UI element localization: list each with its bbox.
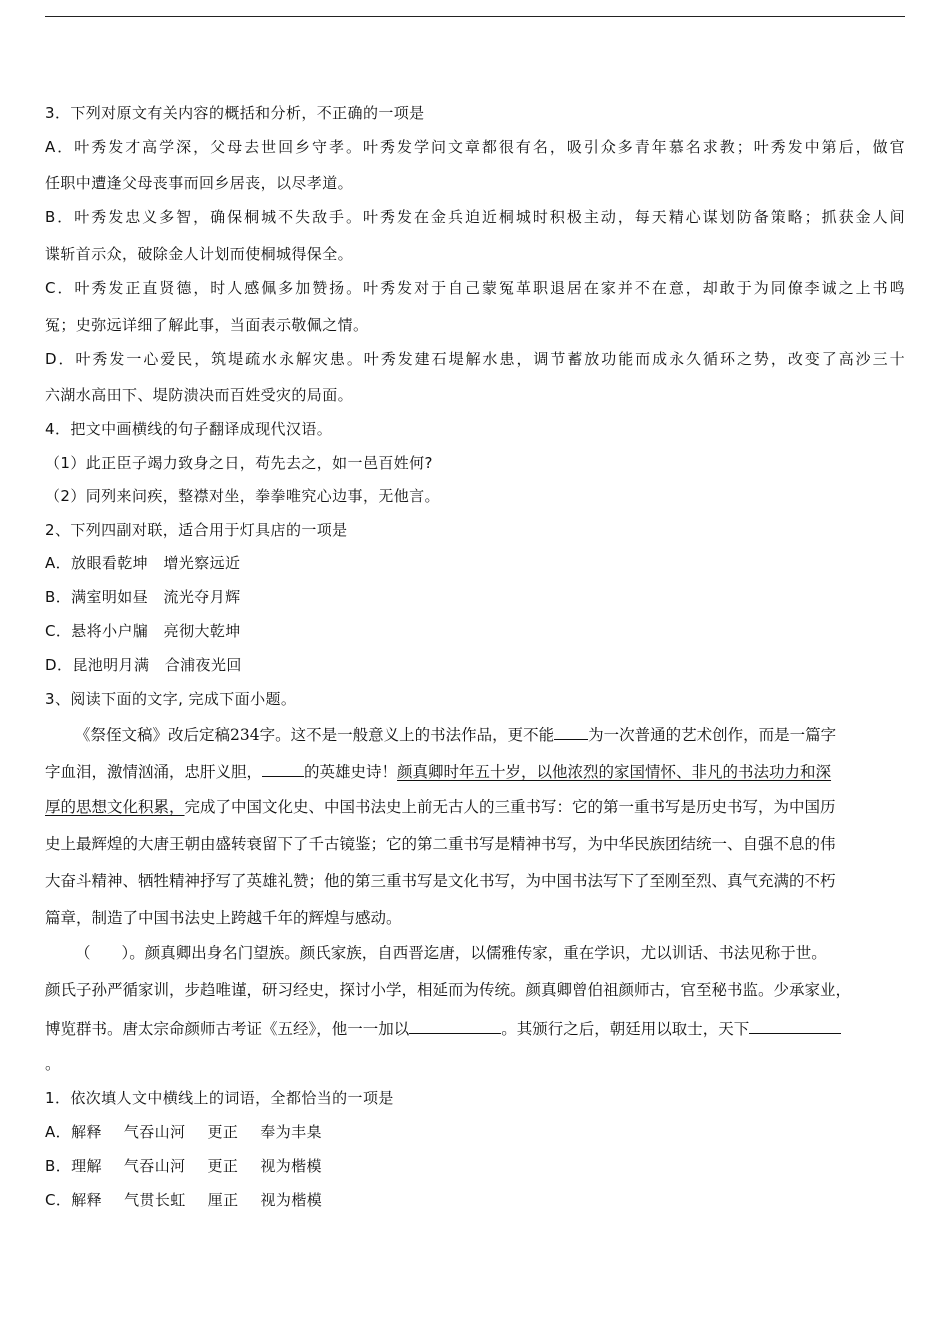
- q3-option-a-line1: A．叶秀发才高学深，父母去世回乡守孝。叶秀发学问文章都很有名，吸引众多青年慕名求教；叶秀发中第后，做官: [45, 138, 905, 156]
- passage-line-9: 博览群书。唐太宗命颜师古考证《五经》，他一一加以 。其颁行之后，朝廷用以取士，天下: [45, 1017, 905, 1039]
- passage-line-10: 。: [45, 1055, 61, 1073]
- p3-stem: 3、阅读下面的文字, 完成下面小题。: [45, 690, 297, 708]
- sub1-option-b: B．理解 气吞山河 更正 视为楷模: [45, 1157, 322, 1175]
- q3-option-a-line2: 任职中遭逢父母丧事而回乡居丧，以尽孝道。: [45, 174, 354, 192]
- sub1-option-c: C．解释 气贯长虹 厘正 视为楷模: [45, 1191, 323, 1209]
- q3-option-b-line2: 谍斩首示众，破除金人计划而使桐城得保全。: [45, 245, 354, 263]
- q3-option-d-line2: 六湖水高田下、堤防溃决而百姓受灾的局面。: [45, 386, 354, 404]
- p2-stem: 2、下列四副对联，适合用于灯具店的一项是: [45, 521, 348, 539]
- q3-option-c-line2: 冤；史弥远详细了解此事，当面表示敬佩之情。: [45, 316, 369, 334]
- passage-line-1: 《祭侄文稿》改后定稿234字。这不是一般意义上的书法作品，更不能 为一次普通的艺术创作，而是一篇字: [45, 723, 905, 745]
- passage-line-2: 字血泪，激情汹涌，忠肝义胆， 的英雄史诗！颜真卿时年五十岁，以他浓烈的家国情怀、非凡的书法功力和深: [45, 760, 905, 782]
- passage-line-6: 篇章，制造了中国书法史上跨越千年的辉煌与感动。: [45, 909, 402, 927]
- passage-line-8: 颜氏子孙严循家训，步趋唯谨，研习经史，探讨小学，相延而为传统。颜真卿曾伯祖颜师古，官至秘书监。少承家业，: [45, 981, 852, 999]
- q4-sentence-2: （2）同列来问疾，整襟对坐，拳拳唯究心边事，无他言。: [45, 487, 440, 505]
- fill-blank-4: [749, 1017, 841, 1034]
- q3-stem: 3．下列对原文有关内容的概括和分析，不正确的一项是: [45, 104, 425, 122]
- passage-line-7: （ ）。颜真卿出身名门望族。颜氏家族，自西晋迄唐，以儒雅传家，重在学识，尤以训话、书法见称于世。: [75, 944, 827, 962]
- q4-stem: 4．把文中画横线的句子翻译成现代汉语。: [45, 420, 333, 438]
- passage-line-3: 厚的思想文化积累，完成了中国文化史、中国书法史上前无古人的三重书写：它的第一重书写是历史书写，为中国历: [45, 798, 836, 816]
- fill-blank-1: [554, 723, 588, 740]
- fill-blank-2: [262, 760, 304, 777]
- underlined-sentence-cont: 厚的思想文化积累，: [45, 798, 185, 816]
- p2-option-c: C．悬将小户牖 亮彻大乾坤: [45, 622, 241, 640]
- q3-option-c-line1: C．叶秀发正直贤德，时人感佩多加赞扬。叶秀发对于自己蒙冤革职退居在家并不在意，却敢于为同僚李诚之上书鸣: [45, 279, 905, 297]
- passage-line-4: 史上最辉煌的大唐王朝由盛转衰留下了千古镜鉴；它的第二重书写是精神书写，为中华民族团结统一、自强不息的伟: [45, 835, 836, 853]
- fill-blank-3: [409, 1017, 501, 1034]
- sub1-stem: 1．依次填人文中横线上的词语，全都恰当的一项是: [45, 1089, 394, 1107]
- q4-sentence-1: （1）此正臣子竭力致身之日，苟先去之，如一邑百姓何?: [45, 454, 433, 472]
- q3-option-d-line1: D．叶秀发一心爱民，筑堤疏水永解灾患。叶秀发建石堤解水患，调节蓄放功能而成永久循环之势，改变了高沙三十: [45, 350, 905, 368]
- underlined-sentence: 颜真卿时年五十岁，以他浓烈的家国情怀、非凡的书法功力和深: [397, 763, 832, 781]
- p2-option-a: A．放眼看乾坤 增光察远近: [45, 554, 241, 572]
- p2-option-d: D．昆池明月满 合浦夜光回: [45, 656, 242, 674]
- sub1-option-a: A．解释 气吞山河 更正 奉为丰臬: [45, 1123, 322, 1141]
- header-rule: [45, 16, 905, 17]
- p2-option-b: B．满室明如昼 流光夺月辉: [45, 588, 241, 606]
- q3-option-b-line1: B．叶秀发忠义多智，确保桐城不失敌手。叶秀发在金兵迫近桐城时积极主动，每天精心谋划防备策略；抓获金人间: [45, 208, 905, 226]
- passage-line-5: 大奋斗精神、牺牲精神抒写了英雄礼赞；他的第三重书写是文化书写，为中国书法写下了至刚至烈、真气充满的不朽: [45, 872, 836, 890]
